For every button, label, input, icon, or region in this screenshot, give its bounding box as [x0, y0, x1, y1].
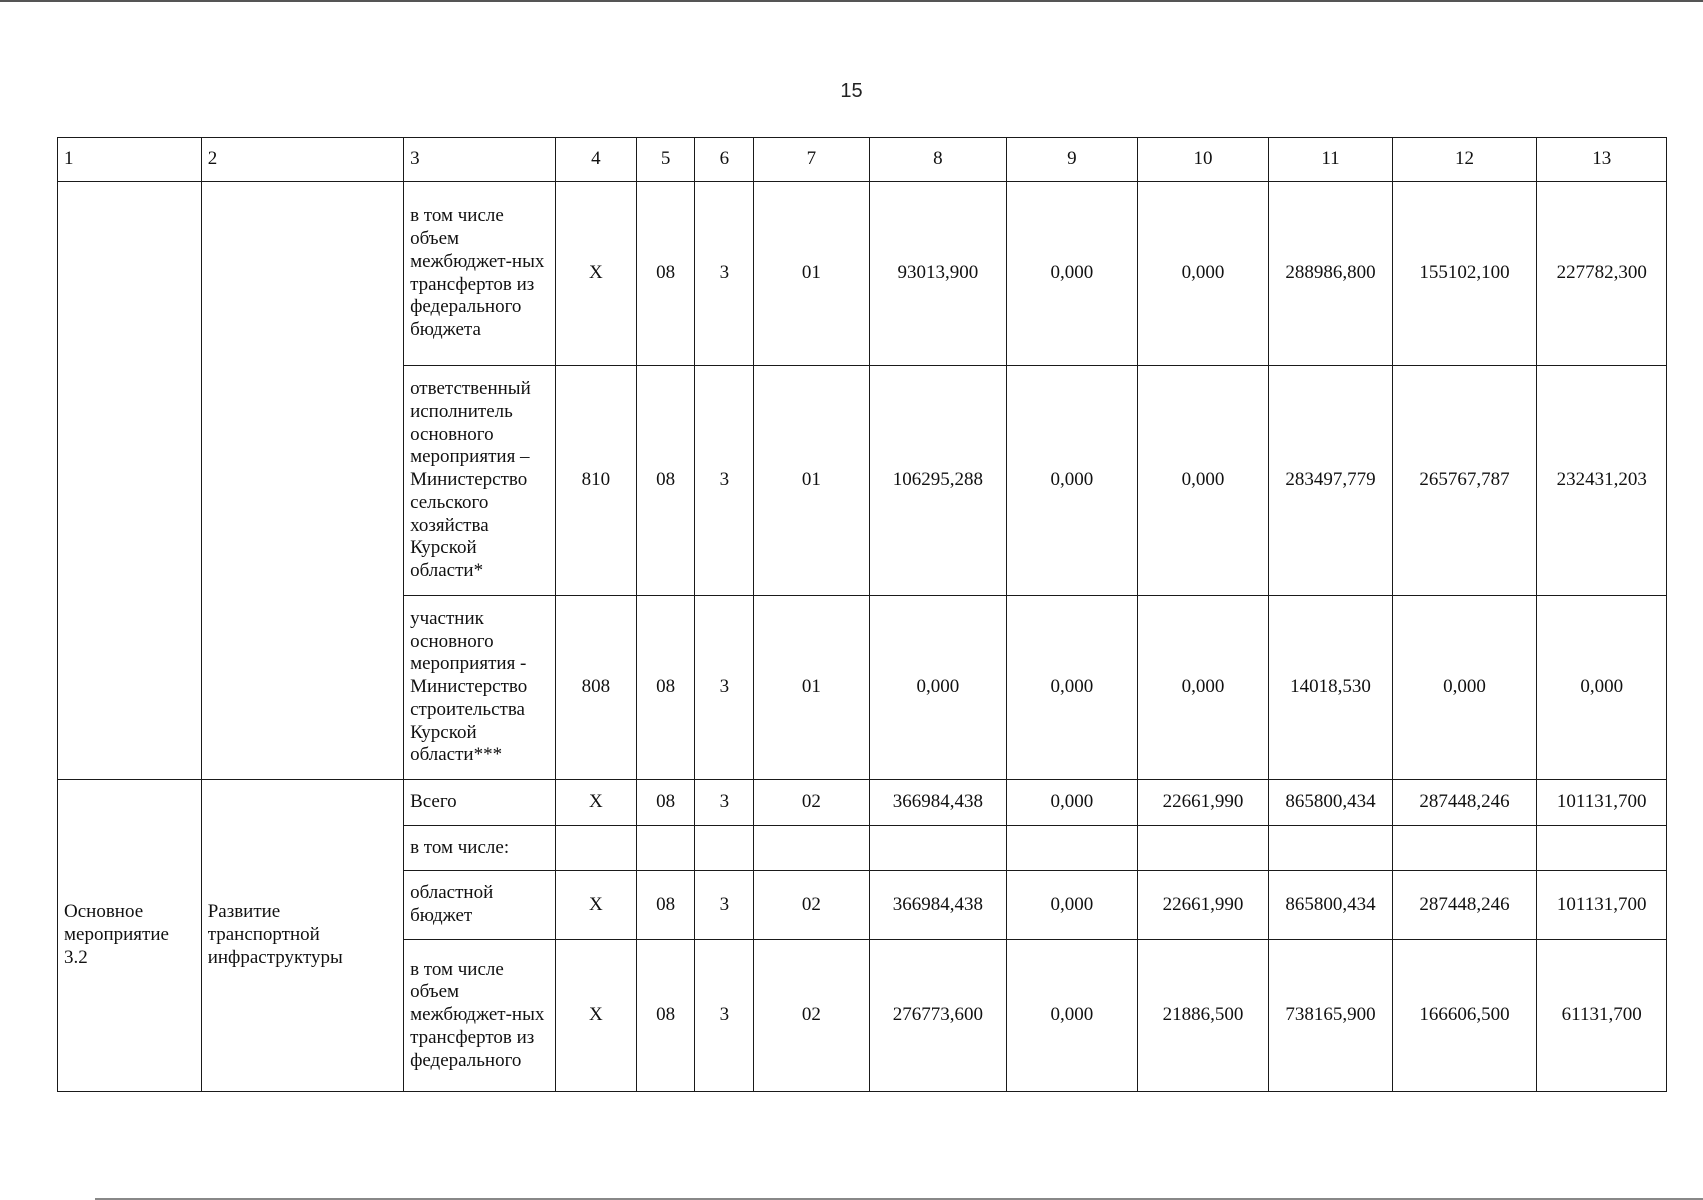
cell-col5: 08 [636, 366, 695, 596]
cell-col12: 287448,246 [1392, 871, 1537, 940]
cell-col10: 22661,990 [1137, 780, 1269, 826]
row-description: участник основного мероприятия - Министерство строительства Курской области*** [404, 596, 556, 780]
cell-col5: 08 [636, 596, 695, 780]
cell-col8: 93013,900 [869, 182, 1007, 366]
cell-col5: 08 [636, 780, 695, 826]
cell-col8: 366984,438 [869, 780, 1007, 826]
cell-col9: 0,000 [1007, 366, 1138, 596]
header-cell: 3 [404, 138, 556, 182]
page-number: 15 [840, 80, 863, 102]
header-cell: 12 [1392, 138, 1537, 182]
header-cell: 10 [1137, 138, 1269, 182]
table-row [58, 182, 1667, 366]
cell-col5 [636, 826, 695, 871]
cell-col4: 808 [555, 596, 636, 780]
event-name-cell: Развитие транспортной инфраструктуры [201, 780, 403, 1092]
cell-col13: 101131,700 [1537, 780, 1667, 826]
header-cell: 8 [869, 138, 1007, 182]
cell-col10: 22661,990 [1137, 871, 1269, 940]
empty-cell [58, 182, 202, 780]
header-row [58, 138, 1667, 182]
cell-col6: 3 [695, 596, 754, 780]
row-description: ответственный исполнитель основного мероприятия – Министерство сельского хозяйства Курской области* [404, 366, 556, 596]
cell-col7: 01 [754, 182, 869, 366]
cell-col11: 288986,800 [1269, 182, 1392, 366]
scan-top-edge [0, 0, 1703, 2]
cell-col6 [695, 826, 754, 871]
header-cell: 11 [1269, 138, 1392, 182]
cell-col4: Х [555, 182, 636, 366]
cell-col6: 3 [695, 182, 754, 366]
cell-col7: 01 [754, 596, 869, 780]
cell-col9: 0,000 [1007, 182, 1138, 366]
cell-col13: 227782,300 [1537, 182, 1667, 366]
row-description: областной бюджет [404, 871, 556, 940]
cell-col9: 0,000 [1007, 940, 1138, 1092]
cell-col4: 810 [555, 366, 636, 596]
cell-col5: 08 [636, 940, 695, 1092]
cell-col4: Х [555, 940, 636, 1092]
event-number-cell: Основное мероприятие 3.2 [58, 780, 202, 1092]
budget-table [57, 137, 1667, 1092]
cell-col10: 0,000 [1137, 596, 1269, 780]
header-cell: 4 [555, 138, 636, 182]
cell-col10: 0,000 [1137, 182, 1269, 366]
cell-col4: Х [555, 871, 636, 940]
cell-col12: 287448,246 [1392, 780, 1537, 826]
cell-col11: 283497,779 [1269, 366, 1392, 596]
cell-col8 [869, 826, 1007, 871]
cell-col8: 276773,600 [869, 940, 1007, 1092]
cell-col8: 366984,438 [869, 871, 1007, 940]
cell-col5: 08 [636, 871, 695, 940]
cell-col9: 0,000 [1007, 780, 1138, 826]
cell-col11 [1269, 826, 1392, 871]
cell-col11: 14018,530 [1269, 596, 1392, 780]
cell-col5: 08 [636, 182, 695, 366]
cell-col10: 0,000 [1137, 366, 1269, 596]
cell-col12: 0,000 [1392, 596, 1537, 780]
cell-col10 [1137, 826, 1269, 871]
cell-col13 [1537, 826, 1667, 871]
cell-col12: 265767,787 [1392, 366, 1537, 596]
row-description: Всего [404, 780, 556, 826]
row-description: в том числе объем межбюджет-ных трансфертов из федерального бюджета [404, 182, 556, 366]
header-cell: 13 [1537, 138, 1667, 182]
cell-col13: 232431,203 [1537, 366, 1667, 596]
cell-col13: 0,000 [1537, 596, 1667, 780]
cell-col12: 166606,500 [1392, 940, 1537, 1092]
cell-col9: 0,000 [1007, 596, 1138, 780]
cell-col13: 101131,700 [1537, 871, 1667, 940]
header-cell: 1 [58, 138, 202, 182]
cell-col4 [555, 826, 636, 871]
cell-col7: 01 [754, 366, 869, 596]
cell-col12 [1392, 826, 1537, 871]
cell-col6: 3 [695, 780, 754, 826]
cell-col4: Х [555, 780, 636, 826]
header-cell: 5 [636, 138, 695, 182]
table-row [58, 780, 1667, 826]
row-description: в том числе объем межбюджет-ных трансфертов из федерального [404, 940, 556, 1092]
cell-col6: 3 [695, 366, 754, 596]
cell-col9 [1007, 826, 1138, 871]
cell-col11: 738165,900 [1269, 940, 1392, 1092]
cell-col6: 3 [695, 871, 754, 940]
header-cell: 6 [695, 138, 754, 182]
header-cell: 2 [201, 138, 403, 182]
cell-col6: 3 [695, 940, 754, 1092]
cell-col11: 865800,434 [1269, 871, 1392, 940]
cell-col7 [754, 826, 869, 871]
cell-col12: 155102,100 [1392, 182, 1537, 366]
empty-cell [201, 182, 403, 780]
cell-col7: 02 [754, 871, 869, 940]
header-cell: 9 [1007, 138, 1138, 182]
cell-col10: 21886,500 [1137, 940, 1269, 1092]
row-description: в том числе: [404, 826, 556, 871]
cell-col7: 02 [754, 940, 869, 1092]
cell-col13: 61131,700 [1537, 940, 1667, 1092]
header-cell: 7 [754, 138, 869, 182]
cell-col9: 0,000 [1007, 871, 1138, 940]
cell-col8: 106295,288 [869, 366, 1007, 596]
cell-col7: 02 [754, 780, 869, 826]
cell-col11: 865800,434 [1269, 780, 1392, 826]
cell-col8: 0,000 [869, 596, 1007, 780]
